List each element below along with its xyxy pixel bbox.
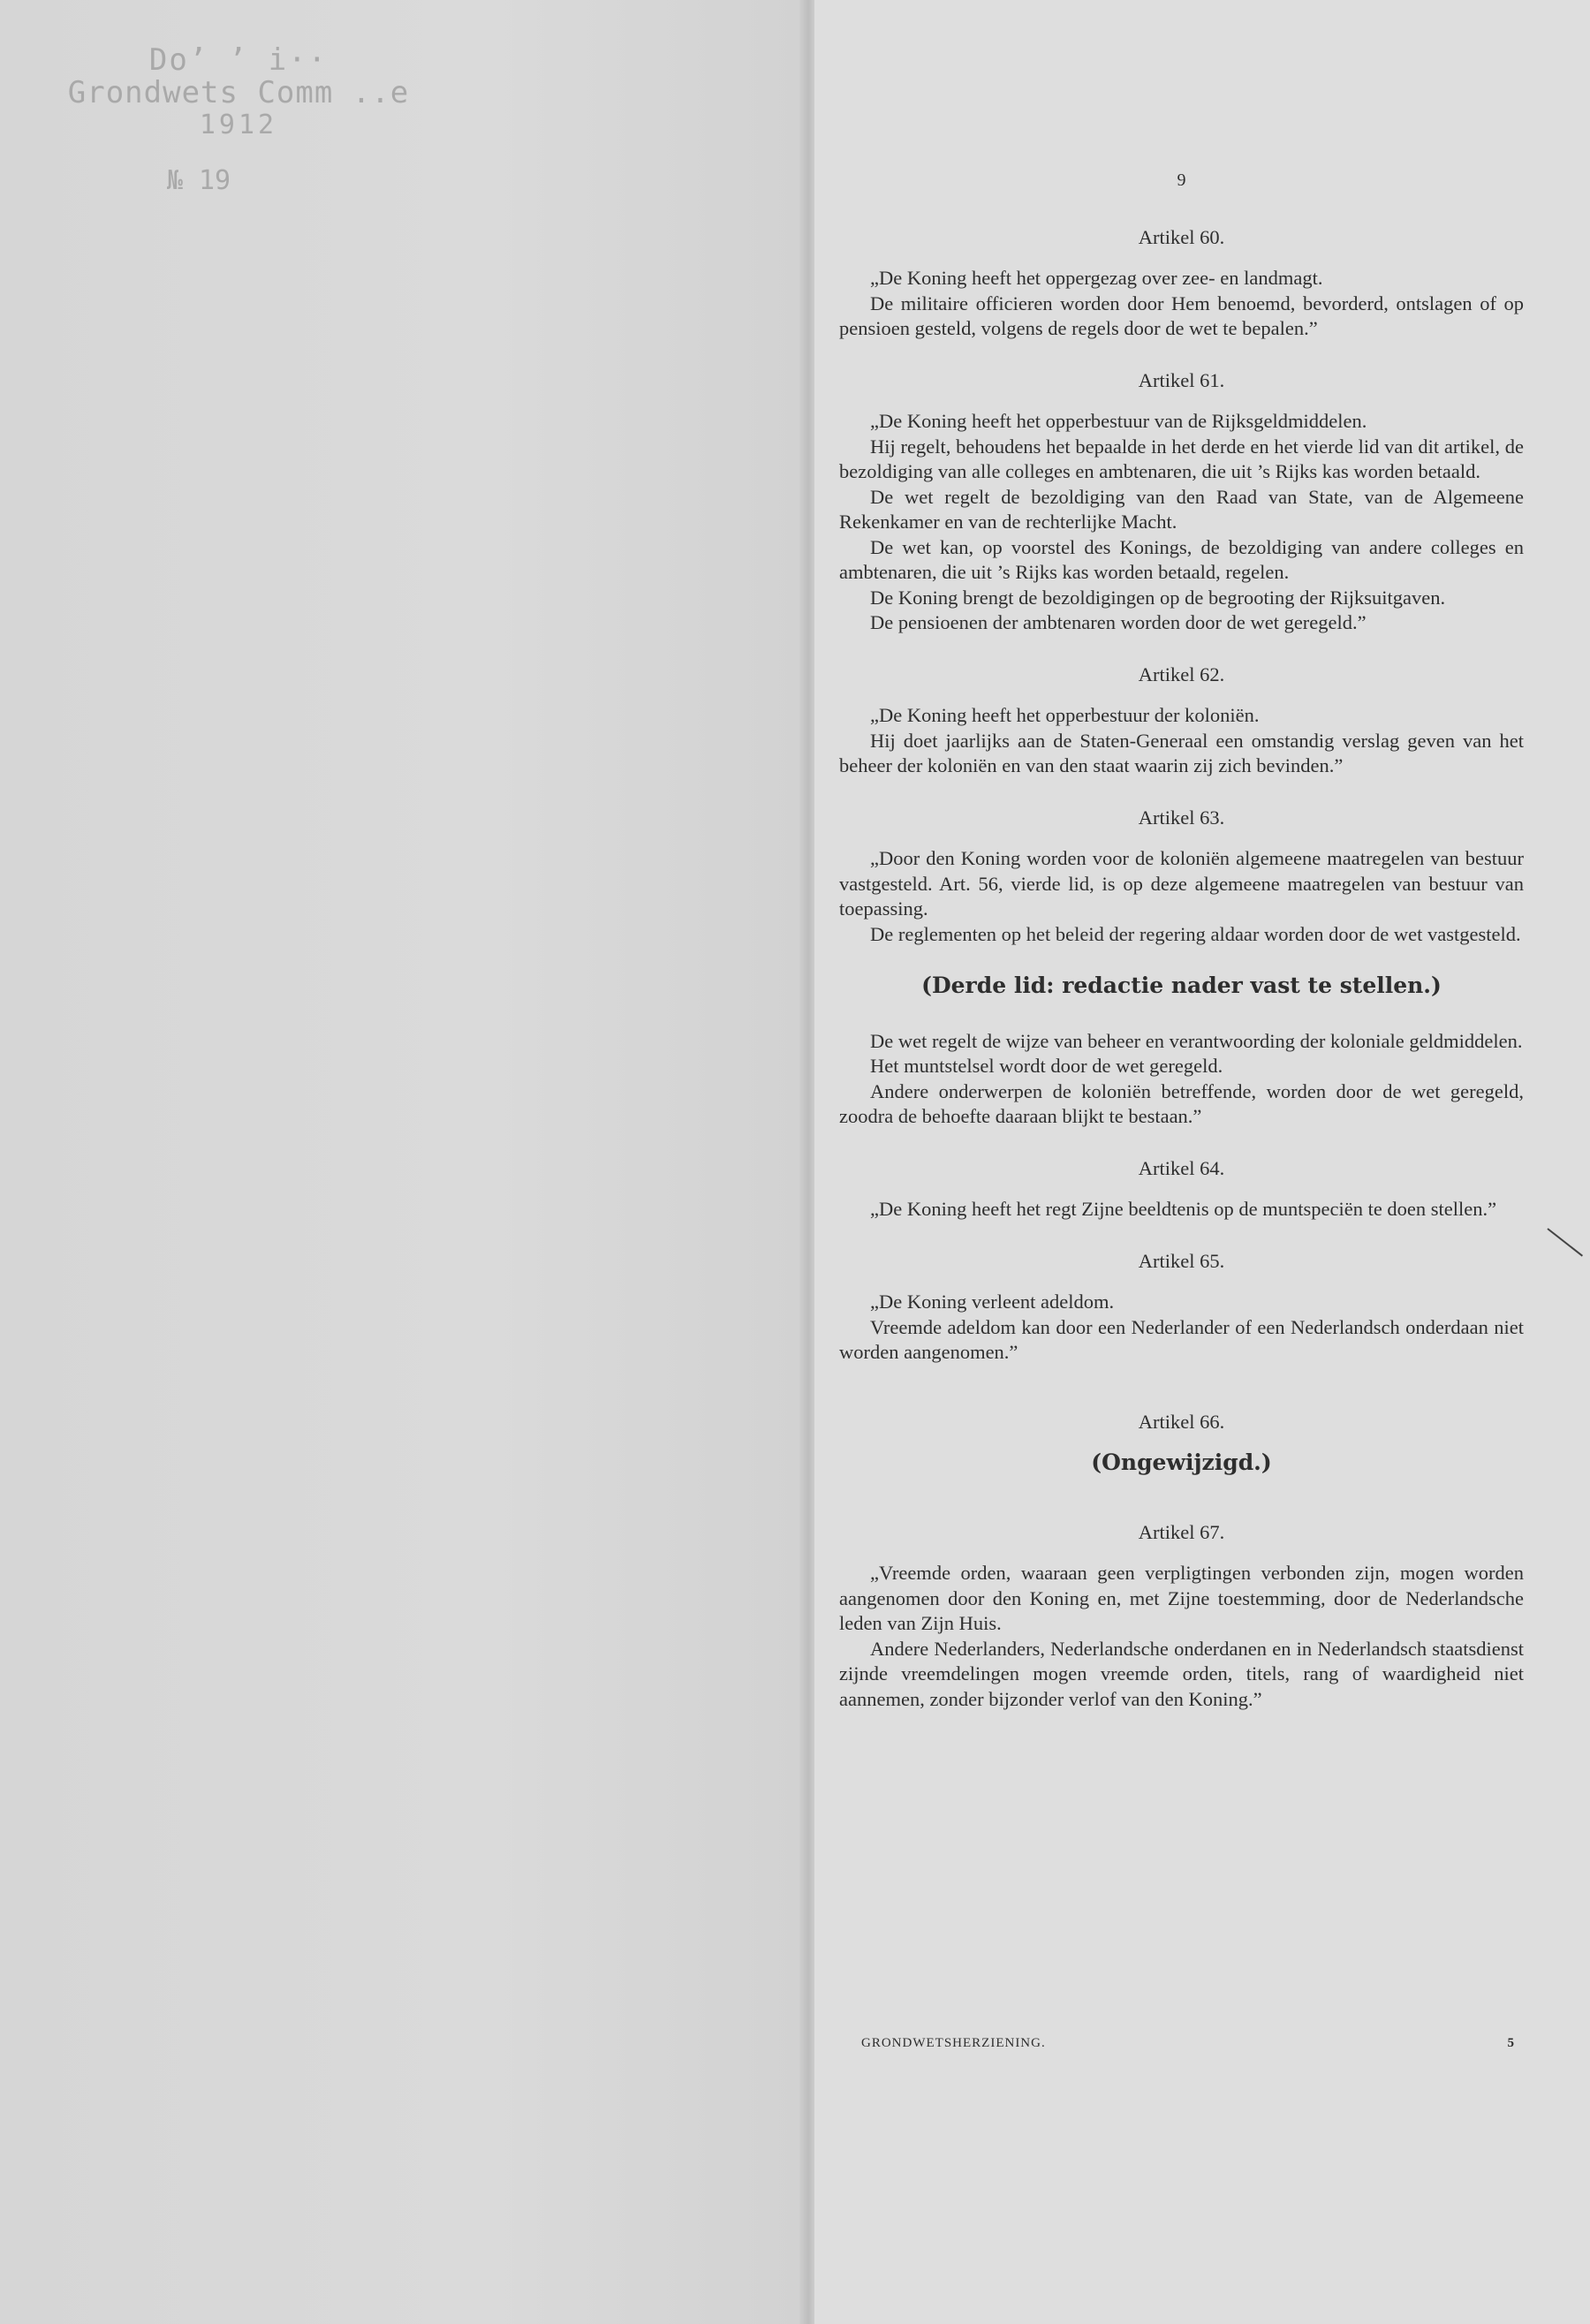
- stamp-line: Do’ ’ i··: [148, 42, 329, 78]
- article-paragraph: Andere Nederlanders, Nederlandsche onderdanen en in Nederlandsch staatsdienst zijnde vreemdelingen mogen vreemde orden, titels, rang of waardigheid niet aannemen, zonder bijzonder verlof van den Koning.”: [839, 1637, 1524, 1710]
- article-65: [839, 1249, 1524, 1366]
- article-paragraph: „Door den Koning worden voor de koloniën algemeene maatregelen van bestuur vastgesteld. Art. 56, vierde lid, is op deze algemeene maatregelen van bestuur van toepassing.: [839, 847, 1524, 920]
- article-heading: Artikel 65.: [1138, 1249, 1225, 1272]
- article-heading: Artikel 67.: [1138, 1520, 1225, 1543]
- page-number: 9: [1177, 170, 1186, 190]
- article-paragraph: „De Koning heeft het regt Zijne beeldtenis op de muntspeciën te doen stellen.”: [870, 1198, 1497, 1220]
- article-paragraph: „De Koning verleent adeldom.: [870, 1291, 1115, 1313]
- article-62: [839, 662, 1524, 779]
- editorial-note: (Derde lid: redactie nader vast te stellen.): [921, 973, 1442, 998]
- article-heading: Artikel 60.: [1138, 225, 1225, 248]
- signature-mark: GRONDWETSHERZIENING.: [861, 2036, 1046, 2050]
- article-paragraph: Hij doet jaarlijks aan de Staten-Generaal een omstandig verslag geven van het beheer der koloniën en van den staat waarin zij zich bevinden.”: [839, 729, 1524, 776]
- article-paragraph: De Koning brengt de bezoldigingen op de begrooting der Rijksuitgaven.: [870, 586, 1446, 609]
- article-63: [839, 806, 1524, 1130]
- stamp-line: Grondwets Comm ..e: [67, 75, 410, 111]
- article-heading: Artikel 66.: [1138, 1410, 1225, 1433]
- article-paragraph: „Vreemde orden, waaraan geen verpligtingen verbonden zijn, mogen worden aangenomen door den Koning en, met Zijne toestemming, door de Nederlandsche leden van Zijn Huis.: [839, 1562, 1524, 1634]
- stamp-line: № 19: [166, 164, 231, 196]
- article-paragraph: De militaire officieren worden door Hem benoemd, bevorderd, ontslagen of op pensioen gesteld, volgens de regels door de wet te bepalen.”: [839, 291, 1524, 339]
- archive-stamp: [44, 44, 433, 195]
- article-paragraph: De wet kan, op voorstel des Konings, de bezoldiging van andere colleges en ambtenaren, die uit ’s Rijks kas worden betaald, regelen.: [839, 535, 1524, 583]
- page-content: [839, 168, 1524, 1738]
- article-67: [839, 1520, 1524, 1713]
- article-paragraph: Hij regelt, behoudens het bepaalde in het derde en het vierde lid van dit artikel, de bezoldiging van alle colleges en ambtenaren, die uit ’s Rijks kas worden betaald.: [839, 435, 1524, 482]
- article-paragraph: „De Koning heeft het oppergezag over zee- en landmagt.: [870, 267, 1323, 289]
- article-60: [839, 225, 1524, 342]
- article-heading: Artikel 62.: [1138, 662, 1225, 685]
- article-heading: Artikel 63.: [1138, 806, 1225, 829]
- article-paragraph: De wet regelt de wijze van beheer en verantwoording der koloniale geldmiddelen.: [870, 1029, 1523, 1052]
- stamp-line: 1912: [199, 109, 278, 140]
- article-paragraph: „De Koning heeft het opperbestuur van de Rijksgeldmiddelen.: [870, 410, 1367, 432]
- article-heading: Artikel 61.: [1138, 368, 1225, 391]
- article-paragraph: De pensioenen der ambtenaren worden door de wet geregeld.”: [870, 611, 1367, 633]
- article-66: [839, 1410, 1524, 1476]
- sheet-number: 5: [1507, 2036, 1515, 2050]
- article-heading: Artikel 64.: [1138, 1156, 1225, 1179]
- article-paragraph: Vreemde adeldom kan door een Nederlander of een Nederlandsch onderdaan niet worden aangenomen.”: [839, 1315, 1524, 1363]
- article-paragraph: Andere onderwerpen de koloniën betreffende, worden door de wet geregeld, zoodra de behoefte daaraan blijkt te bestaan.”: [839, 1079, 1524, 1127]
- article-paragraph: De reglementen op het beleid der regering aldaar worden door de wet vastgesteld.: [870, 922, 1521, 945]
- article-paragraph: De wet regelt de bezoldiging van den Raad van State, van de Algemeene Rekenkamer en van de rechterlijke Macht.: [839, 485, 1524, 533]
- article-paragraph: Het muntstelsel wordt door de wet geregeld.: [870, 1055, 1223, 1077]
- article-paragraph: „De Koning heeft het opperbestuur der koloniën.: [870, 704, 1260, 726]
- article-64: [839, 1156, 1524, 1223]
- article-61: [839, 368, 1524, 636]
- editorial-note: (Ongewijzigd.): [1091, 1450, 1272, 1475]
